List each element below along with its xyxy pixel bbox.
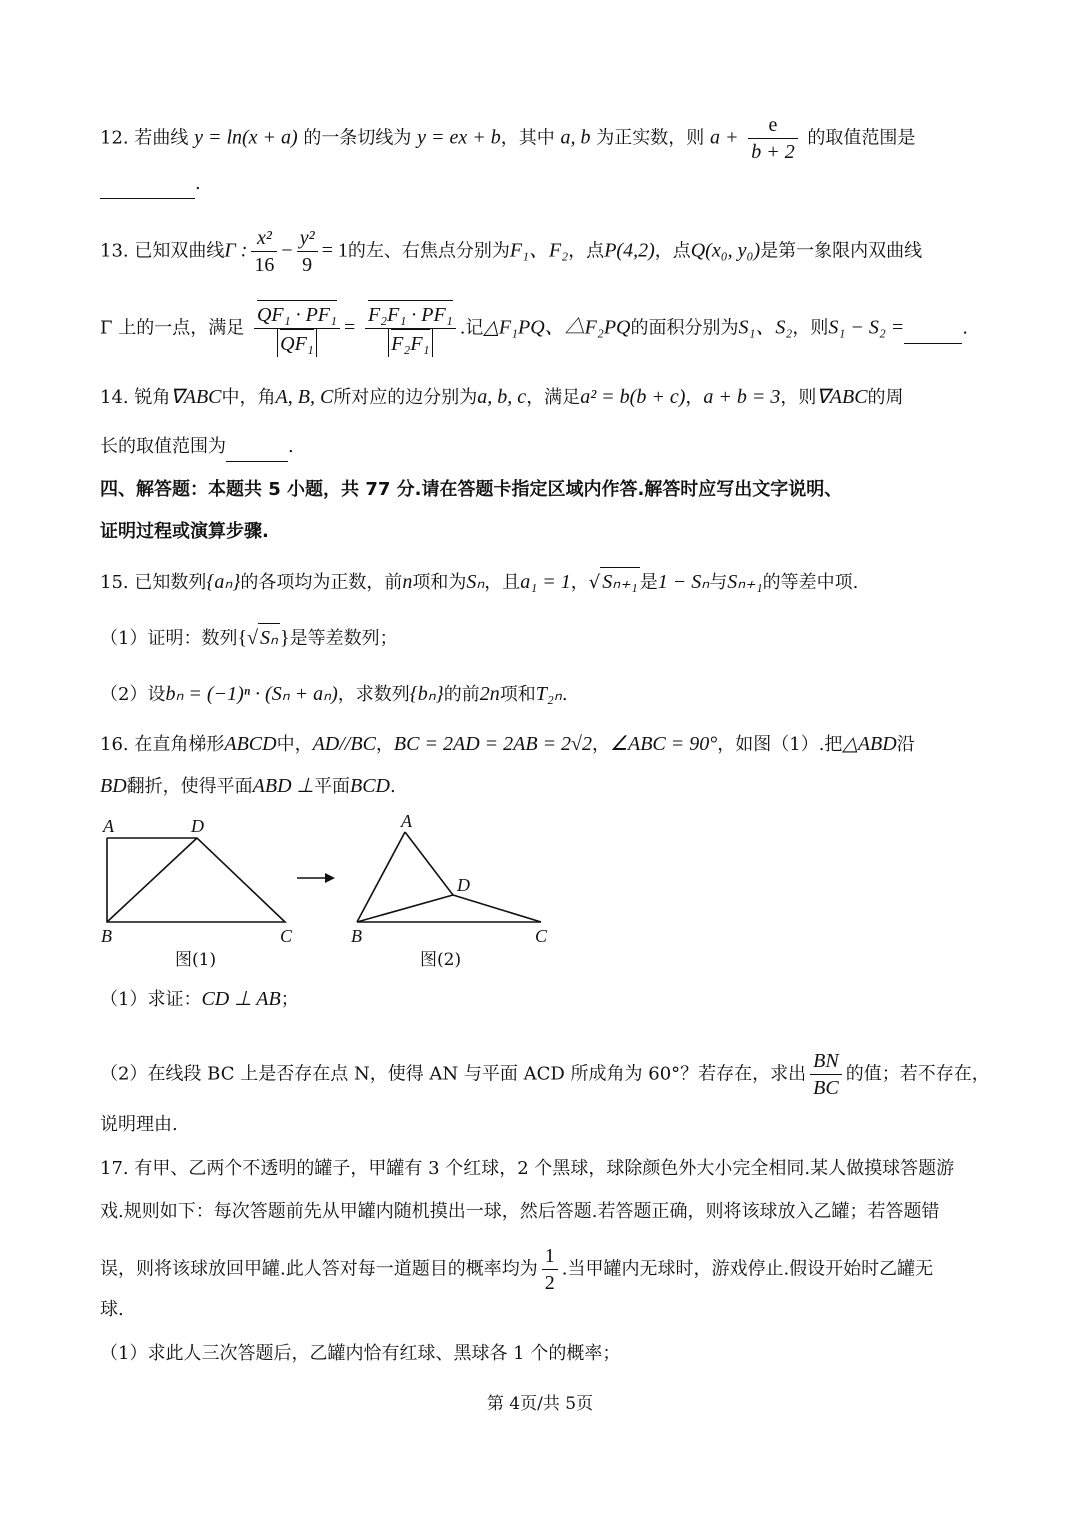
q12-line1: 12. 若曲线 y = ln(x + a) 的一条切线为 y = ex + b，其中 a, b 为正实数，则 a + $\frac{e}{b + 2}$ 的取值范围是: [100, 114, 916, 163]
fig2-label-b: B: [351, 926, 362, 946]
fig2-label-c: C: [535, 926, 548, 946]
fig1-label-c: C: [280, 926, 293, 946]
figure1-caption: 图(1): [175, 950, 217, 970]
figure2-caption: 图(2): [420, 950, 462, 970]
fig2-label-a: A: [401, 812, 412, 831]
q15-part2: （2）设bₙ = (−1)ⁿ · (Sₙ + aₙ)，求数列{bₙ}的前2n项和T₂ₙ.: [100, 683, 568, 705]
q16-part2-cont: 说明理由.: [100, 1114, 178, 1135]
q12-line2: .: [100, 170, 1000, 199]
section4-heading-line1: 四、解答题：本题共 5 小题，共 77 分.请在答题卡指定区域内作答.解答时应写出文字说明、: [100, 479, 843, 500]
q16-part1: （1）求证：CD ⊥ AB；: [100, 988, 299, 1010]
q13-fraction2: $\frac{\text{F₂F₁ · PF₁}}{\text{F₂F₁}}$: [365, 300, 456, 357]
figure2-folded: [351, 812, 548, 946]
q16-line2: BD翻折，使得平面ABD ⊥平面BCD.: [100, 775, 396, 797]
figure1-trapezoid: [101, 816, 293, 946]
q17-line4: 球.: [100, 1299, 124, 1320]
q13-line1: 13. 已知双曲线Γ : $\frac{\text{x²}}{16}$ − $\frac{\text{y²}}{9}$ = 1的左、右焦点分别为F₁、F₂，点P(4,2)，点Q(x₀, y₀)是第一象限内双曲线: [100, 227, 923, 276]
q16-part2: （2）在线段 BC 上是否存在点 N，使得 AN 与平面 ACD 所成角为 60°？若存在，求出 $\frac{BN}{BC}$ 的值；若不存在，: [100, 1050, 990, 1099]
q17-line3: 误，则将该球放回甲罐.此人答对每一道题目的概率均为 $\frac{1}{2}$ .当甲罐内无球时，游戏停止.假设开始时乙罐无: [100, 1245, 934, 1294]
q17-part1: （1）求此人三次答题后，乙罐内恰有红球、黑球各 1 个的概率；: [100, 1343, 621, 1364]
q14-line2: 长的取值范围为 .: [100, 433, 1000, 462]
fig1-label-a: A: [103, 816, 114, 836]
q15-line1: 15. 已知数列{aₙ}的各项均为正数，前n项和为Sₙ，且a₁ = 1，√ Sₙ₊₁ 是1 − Sₙ与Sₙ₊₁的等差中项.: [100, 567, 1000, 597]
q13-line2: Γ 上的一点，满足 $\frac{\text{QF₁ · PF₁}}{\text{QF₁}}$ = $\frac{\text{F₂F₁ · PF₁}}{\text{F₂F₁}}$ .记△F₁PQ、△F₂PQ的面积分别为S₁、S₂，则S₁ − S₂ = .: [100, 300, 1000, 357]
fig1-label-b: B: [101, 926, 112, 946]
q12-fraction: $\frac{e}{b + 2}$: [748, 112, 798, 165]
q14-line1: 14. 锐角∇ABC中，角A, B, C所对应的边分别为a, b, c，满足a² = b(b + c)，a + b = 3，则∇ABC的周: [100, 386, 904, 408]
q17-line1: 17. 有甲、乙两个不透明的罐子，甲罐有 3 个红球，2 个黑球，球除颜色外大小完全相同.某人做摸球答题游: [100, 1158, 955, 1179]
q17-line2: 戏.规则如下：每次答题前先从甲罐内随机摸出一球，然后答题.若答题正确，则将该球放入乙罐；若答题错: [100, 1201, 940, 1222]
q14-answer-blank: [226, 433, 288, 462]
section4-heading-line2: 证明过程或演算步骤.: [100, 521, 269, 542]
q13-fraction1: $\frac{\text{QF₁ · PF₁}}{\text{QF₁}}$: [254, 300, 340, 357]
q17-fraction: $\frac{1}{2}$: [542, 1243, 558, 1296]
transform-arrow-icon: [297, 873, 335, 883]
fig2-label-d: D: [457, 875, 470, 895]
fig1-label-d: D: [191, 816, 204, 836]
q16-line1: 16. 在直角梯形ABCD中，AD//BC，BC = 2AD = 2AB = 2√2，∠ABC = 90°，如图（1）.把△ABD沿: [100, 733, 915, 755]
q12-answer-blank: [100, 170, 195, 199]
q16-fraction: $\frac{BN}{BC}$: [810, 1048, 842, 1101]
q16-figures: [95, 812, 565, 952]
page-footer: 第 4页/共 5页: [486, 1394, 594, 1414]
q13-answer-blank: [904, 315, 962, 344]
q15-part1: （1）证明：数列{√ Sₙ }是等差数列；: [100, 623, 1000, 653]
